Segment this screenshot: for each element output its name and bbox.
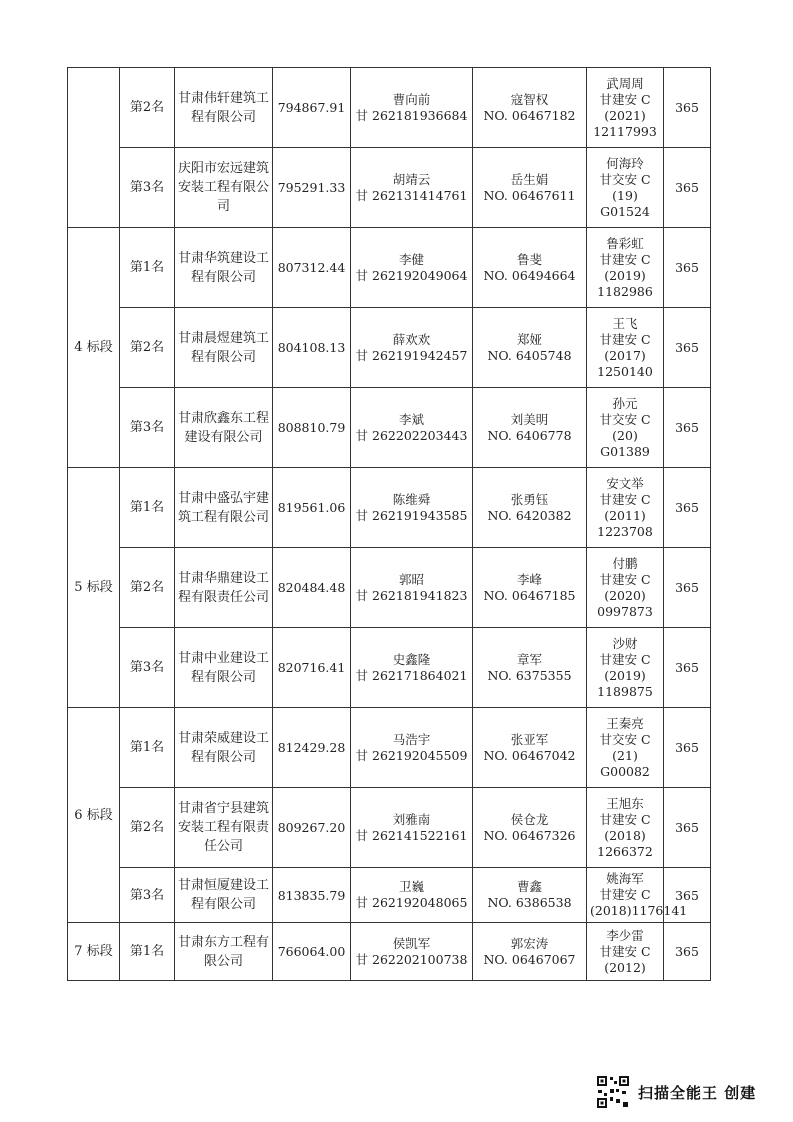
table-row — [68, 708, 711, 788]
c-name: 王旭东 — [606, 795, 644, 811]
amount-cell: 808810.79 — [273, 388, 351, 468]
manager-cert: 甘 262192045509 — [355, 747, 468, 763]
days-cell: 365 — [664, 388, 711, 468]
safety-cell — [473, 388, 587, 468]
c-prefix: 甘交安 C — [599, 731, 651, 747]
table-row — [68, 468, 711, 548]
c-cert-cell — [587, 308, 664, 388]
c-name: 付鹏 — [612, 555, 638, 571]
manager-name: 卫巍 — [398, 879, 424, 894]
company-cell: 甘肃中业建设工程有限公司 — [175, 628, 273, 708]
company-cell: 甘肃省宁县建筑安装工程有限责任公司 — [175, 788, 273, 868]
rank-cell: 第2名 — [120, 548, 175, 628]
safety-no: NO. 6406778 — [487, 427, 572, 443]
rank-cell: 第3名 — [120, 388, 175, 468]
c-year: (2018) — [604, 827, 646, 843]
c-cert-cell — [587, 388, 664, 468]
manager-cell — [351, 468, 473, 548]
c-prefix: 甘建安 C — [599, 887, 651, 902]
c-prefix: 甘建安 C — [599, 331, 651, 347]
rank-cell: 第3名 — [120, 868, 175, 923]
amount-cell: 795291.33 — [273, 148, 351, 228]
safety-cell — [473, 148, 587, 228]
c-num: 1250140 — [597, 363, 653, 379]
scanner-footer — [596, 1072, 756, 1112]
rank-cell: 第2名 — [120, 308, 175, 388]
safety-name: 章军 — [516, 651, 542, 667]
manager-cert: 甘 262141522161 — [355, 827, 468, 843]
manager-cell — [351, 68, 473, 148]
rank-cell: 第2名 — [120, 68, 175, 148]
c-num: G01389 — [600, 443, 650, 459]
segment-cell: 7 标段 — [68, 923, 120, 981]
c-cert-cell — [587, 68, 664, 148]
safety-name: 侯仓龙 — [510, 811, 549, 827]
c-prefix: 甘交安 C — [599, 411, 651, 427]
safety-name: 郑娅 — [516, 331, 542, 347]
manager-cell — [351, 548, 473, 628]
safety-cell — [473, 548, 587, 628]
company-cell: 甘肃华筑建设工程有限公司 — [175, 228, 273, 308]
manager-name: 胡靖云 — [392, 171, 431, 187]
rank-cell: 第1名 — [120, 923, 175, 981]
company-cell: 甘肃中盛弘宇建筑工程有限公司 — [175, 468, 273, 548]
days-cell: 365 — [664, 628, 711, 708]
company-cell: 庆阳市宏远建筑安装工程有限公司 — [175, 148, 273, 228]
table-row — [68, 868, 711, 923]
c-year: (21) — [612, 747, 638, 763]
c-cert-cell — [587, 148, 664, 228]
safety-no: NO. 6405748 — [487, 347, 572, 363]
table-row — [68, 548, 711, 628]
manager-name: 史鑫隆 — [392, 651, 431, 667]
c-year: (2012) — [604, 959, 646, 975]
c-prefix: 甘建安 C — [599, 91, 651, 107]
rank-cell: 第1名 — [120, 708, 175, 788]
qr-code-icon — [596, 1075, 630, 1109]
manager-cert: 甘 262192048065 — [355, 895, 468, 910]
days-cell: 365 — [664, 788, 711, 868]
safety-no: NO. 06494664 — [483, 267, 576, 283]
manager-cert: 甘 262181941823 — [355, 587, 468, 603]
amount-cell: 766064.00 — [273, 923, 351, 981]
rank-cell: 第2名 — [120, 788, 175, 868]
days-cell: 365 — [664, 468, 711, 548]
amount-cell: 794867.91 — [273, 68, 351, 148]
safety-name: 鲁斐 — [516, 251, 542, 267]
segment-cell: 6 标段 — [68, 708, 120, 923]
company-cell: 甘肃东方工程有限公司 — [175, 923, 273, 981]
manager-cert: 甘 262191943585 — [355, 507, 468, 523]
manager-cell — [351, 628, 473, 708]
days-cell: 365 — [664, 308, 711, 388]
table-row — [68, 388, 711, 468]
amount-cell: 820484.48 — [273, 548, 351, 628]
amount-cell: 819561.06 — [273, 468, 351, 548]
c-num: 1189875 — [597, 683, 653, 699]
rank-cell: 第1名 — [120, 468, 175, 548]
c-prefix: 甘建安 C — [599, 491, 651, 507]
safety-no: NO. 6375355 — [487, 667, 572, 683]
c-cert-cell — [587, 923, 664, 981]
manager-name: 马浩宇 — [392, 731, 431, 747]
c-cert-cell — [587, 788, 664, 868]
c-year: (2019) — [604, 267, 646, 283]
safety-name: 张亚军 — [510, 731, 549, 747]
segment-cell: 5 标段 — [68, 468, 120, 708]
manager-cert: 甘 262202203443 — [355, 427, 468, 443]
safety-name: 刘美明 — [510, 411, 549, 427]
c-year: (2021) — [604, 107, 646, 123]
table-row — [68, 308, 711, 388]
table-row — [68, 68, 711, 148]
company-cell: 甘肃华鼎建设工程有限责任公司 — [175, 548, 273, 628]
rank-cell: 第3名 — [120, 628, 175, 708]
c-cert-cell — [587, 708, 664, 788]
c-cert-cell — [587, 548, 664, 628]
table-row — [68, 148, 711, 228]
c-cert-cell — [587, 468, 664, 548]
safety-cell — [473, 788, 587, 868]
c-name: 何海玲 — [606, 155, 644, 171]
c-name: 王秦亮 — [606, 715, 644, 731]
table-row — [68, 923, 711, 981]
safety-no: NO. 06467042 — [483, 747, 576, 763]
safety-name: 曹鑫 — [516, 879, 542, 894]
safety-no: NO. 06467611 — [483, 187, 576, 203]
manager-cell — [351, 923, 473, 981]
safety-cell — [473, 308, 587, 388]
days-cell: 365 — [664, 548, 711, 628]
c-prefix: 甘建安 C — [599, 943, 651, 959]
company-cell: 甘肃伟轩建筑工程有限公司 — [175, 68, 273, 148]
days-cell: 365 — [664, 68, 711, 148]
c-year: (2020) — [604, 587, 646, 603]
manager-cert: 甘 262202100738 — [355, 951, 468, 967]
manager-cell — [351, 148, 473, 228]
manager-name: 李健 — [398, 251, 424, 267]
manager-name: 薛欢欢 — [392, 331, 431, 347]
c-name: 孙元 — [612, 395, 638, 411]
safety-cell — [473, 628, 587, 708]
manager-cell — [351, 788, 473, 868]
c-num: G01524 — [600, 203, 650, 219]
amount-cell: 820716.41 — [273, 628, 351, 708]
days-cell: 365 — [664, 923, 711, 981]
safety-name: 岳生娟 — [510, 171, 549, 187]
manager-cert: 甘 262131414761 — [355, 187, 468, 203]
c-prefix: 甘建安 C — [599, 651, 651, 667]
manager-cert: 甘 262171864021 — [355, 667, 468, 683]
safety-cell — [473, 228, 587, 308]
rank-cell: 第1名 — [120, 228, 175, 308]
c-name: 沙财 — [612, 635, 638, 651]
c-prefix: 甘建安 C — [599, 811, 651, 827]
manager-cert: 甘 262181936684 — [355, 107, 468, 123]
manager-name: 陈维舜 — [392, 491, 431, 507]
scanner-brand-label: 扫描全能王 创建 — [638, 1083, 757, 1102]
c-name: 武周周 — [606, 75, 644, 91]
amount-cell: 812429.28 — [273, 708, 351, 788]
safety-cell — [473, 468, 587, 548]
company-cell: 甘肃晨煜建筑工程有限公司 — [175, 308, 273, 388]
safety-no: NO. 06467067 — [483, 951, 576, 967]
safety-no: NO. 6386538 — [487, 895, 572, 910]
manager-cell — [351, 868, 473, 923]
c-cert-cell — [587, 628, 664, 708]
days-cell: 365 — [664, 148, 711, 228]
manager-name: 郭昭 — [398, 571, 424, 587]
amount-cell: 809267.20 — [273, 788, 351, 868]
manager-cell — [351, 308, 473, 388]
safety-name: 李峰 — [516, 571, 542, 587]
safety-cell — [473, 923, 587, 981]
rank-cell: 第3名 — [120, 148, 175, 228]
c-num: 12117993 — [593, 123, 657, 139]
c-name: 姚海军 — [606, 871, 644, 886]
safety-cell — [473, 68, 587, 148]
c-name: 王飞 — [612, 315, 638, 331]
manager-name: 曹向前 — [392, 91, 431, 107]
c-num: G00082 — [600, 763, 650, 779]
c-year: (2011) — [604, 507, 646, 523]
c-num: 0997873 — [597, 603, 653, 619]
c-num: 1223708 — [597, 523, 653, 539]
days-cell: 365 — [664, 868, 711, 923]
amount-cell: 807312.44 — [273, 228, 351, 308]
table-row — [68, 788, 711, 868]
table-row — [68, 628, 711, 708]
company-cell: 甘肃荣威建设工程有限公司 — [175, 708, 273, 788]
amount-cell: 813835.79 — [273, 868, 351, 923]
c-year: (2019) — [604, 667, 646, 683]
manager-cell — [351, 708, 473, 788]
c-name: 鲁彩虹 — [606, 235, 644, 251]
c-name: 安文举 — [606, 475, 644, 491]
c-name: 李少雷 — [606, 927, 644, 943]
segment-cell: 4 标段 — [68, 228, 120, 468]
manager-name: 侯凯军 — [392, 935, 431, 951]
bid-results-table — [67, 67, 711, 981]
days-cell: 365 — [664, 228, 711, 308]
c-prefix: 甘建安 C — [599, 251, 651, 267]
manager-name: 李斌 — [398, 411, 424, 427]
c-cert-cell — [587, 228, 664, 308]
company-cell: 甘肃欣鑫东工程建设有限公司 — [175, 388, 273, 468]
safety-name: 郭宏涛 — [510, 935, 549, 951]
manager-cert: 甘 262191942457 — [355, 347, 468, 363]
safety-name: 寇智权 — [510, 91, 549, 107]
safety-no: NO. 06467185 — [483, 587, 576, 603]
safety-cell — [473, 708, 587, 788]
safety-no: NO. 6420382 — [487, 507, 572, 523]
segment-cell — [68, 68, 120, 228]
c-prefix: 甘交安 C — [599, 171, 651, 187]
c-year: (2017) — [604, 347, 646, 363]
safety-cell — [473, 868, 587, 923]
c-year: (19) — [612, 187, 638, 203]
manager-cell — [351, 388, 473, 468]
c-num: 1182986 — [597, 283, 653, 299]
company-cell: 甘肃恒厦建设工程有限公司 — [175, 868, 273, 923]
safety-no: NO. 06467326 — [483, 827, 576, 843]
c-year: (2018)1176141 — [590, 903, 688, 918]
safety-name: 张勇钰 — [510, 491, 549, 507]
manager-name: 刘雅南 — [392, 811, 431, 827]
days-cell: 365 — [664, 708, 711, 788]
c-year: (20) — [612, 427, 638, 443]
c-num: 1266372 — [597, 843, 653, 859]
manager-cert: 甘 262192049064 — [355, 267, 468, 283]
c-prefix: 甘建安 C — [599, 571, 651, 587]
amount-cell: 804108.13 — [273, 308, 351, 388]
safety-no: NO. 06467182 — [483, 107, 576, 123]
table-row — [68, 228, 711, 308]
manager-cell — [351, 228, 473, 308]
